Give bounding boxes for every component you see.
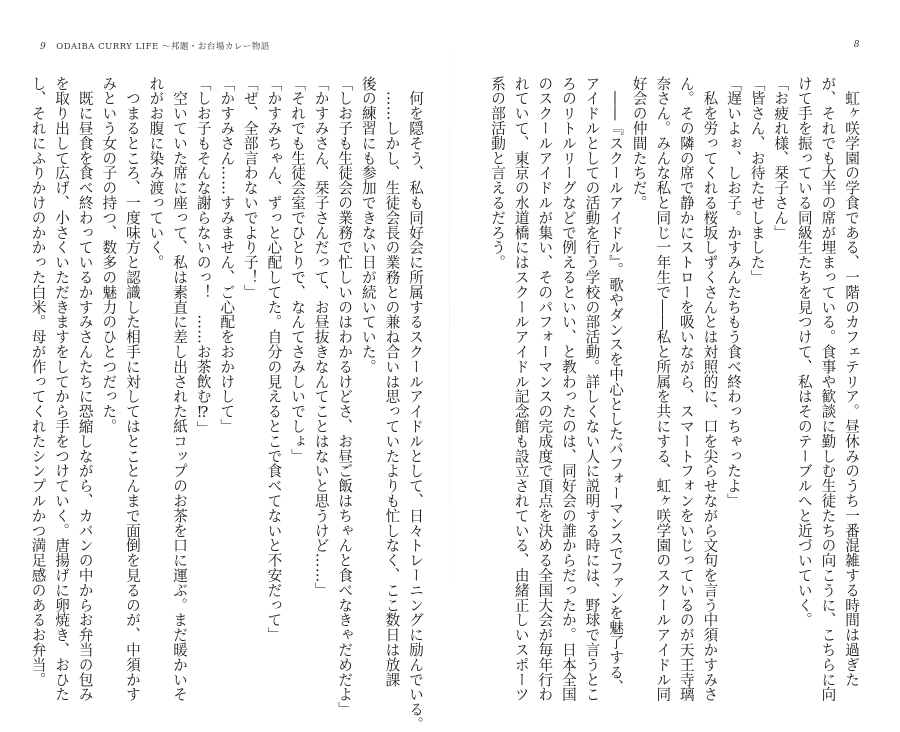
text-line: 「しお子も生徒会の業務で忙しいのはわかるけどさ、お昼ご飯はちゃんと食べなきゃだめだよ」 [336,76,354,717]
left-page-number: 9 [40,42,47,52]
text-line: 「遅いよぉ、しお子。かすみんたちもう食べ終わっちゃったよ」 [725,76,743,509]
text-line: 「かすみさん……すみません、ご心配をおかけして」 [218,76,236,434]
text-line: が、それでも大半の席が埋まっている。食事や歓談に勤しむ生徒たちの向こうに、こちらに向 [819,76,837,702]
text-line: 後の練習にも参加できない日が続いていた。 [359,76,377,374]
text-line: つまるところ、一度味方と認識した相手に対してはとことんまで面倒を見るのが、中須かす [123,76,141,702]
text-line: 空いていた席に座って、私は素直に差し出された紙コップのお茶を口に運ぶ。まだ暖かいそ [171,76,189,702]
left-page-text [29,76,427,732]
text-line: し、それにふりかけのかかった白米。母が作ってくれたシンプルかつ満足感のあるお弁当。 [29,76,47,687]
text-line: 奈さん。みんな私と同じ一年生で――私と所属を共にする、虹ヶ咲学園のスクールアイドル同 [654,76,672,702]
text-line: 虹ヶ咲学園の学食である、一階のカフェテリア。昼休みのうち一番混雑する時間は過ぎた [843,76,860,687]
text-line: けて手を振っている同級生たちを見つけて、私はそのテーブルへと近づいていく。 [795,76,813,628]
text-line: ――『スクールアイドル』。歌やダンスを中心としたパフォーマンスでファンを魅了する、 [607,76,625,695]
text-line: 「しお子もそんな謝らないのっ！ ……お茶飲む⁉」 [194,76,212,436]
text-line: 「皆さん、お待たせしました」 [748,76,766,285]
text-line: れがお腹に染み渡っていく。 [147,76,165,270]
text-line: 「かすみさん、栞子さんだって、お昼抜きなんてことはないと思うけど……」 [312,76,330,598]
text-line: ろのリトルリーグなどで例えるといい、と教わったのは、同好会の誰からだったか。日本全国 [559,76,577,702]
text-line: ……しかし、生徒会長の業務との兼ね合いは思っていたよりも忙しなく、ここ数日は放課 [383,76,401,687]
text-line: 系の部活動と言えるだろう。 [489,76,507,270]
text-line: 既に昼食を食べ終わっているかすみさんたちに恐縮しながら、カバンの中からお弁当の包み [76,76,94,702]
text-line: のスクールアイドルが集い、そのパフォーマンスの完成度で頂点を決める全国大会が毎年行わ [536,76,554,702]
text-line: みという女の子の持つ、数多の魅力のひとつだった。 [100,76,118,434]
running-title: ODAIBA CURRY LIFE 〜邦題・お台場カレー物語 [56,42,270,52]
text-line: 「お疲れ様、栞子さん」 [772,76,790,240]
text-line: を取り出して広げ、小さくいただきますをしてから手をつけていく。唐揚げに卵焼き、おひた [53,76,71,702]
text-line: ん。その隣の席で静かにストローを吸いながら、スマートフォンをいじっているのが天王寺璃 [677,76,695,702]
text-line: 好会の仲間たちだ。 [630,76,648,211]
left-page-header [40,40,270,52]
text-line: 「ぜ、全部言わないでより子！」 [241,76,259,300]
text-line: 私を労ってくれる桜坂しずくさんとは対照的に、口を尖らせながら文句を言う中須かすみさ [701,76,719,702]
page-gutter [449,20,450,614]
text-line: 何を隠そう、私も同好会に所属するスクールアイドルとして、日々トレーニングに励んでいる。 [407,76,424,732]
right-page-header [854,40,860,50]
text-line: アイドルとしての活動を行う学校の部活動。詳しくない人に説明する時には、野球で言うとこ [583,76,601,702]
text-line: れていて、東京の水道橋にはスクールアイドル記念館も設立されている、由緒正しいスポーツ [512,76,530,702]
text-line: 「それでも生徒会室でひとりで、なんてさみしいでしょ」 [289,76,307,464]
right-page-number: 8 [853,40,860,50]
right-page-text [489,76,863,702]
text-line: 「かすみちゃん、ずっと心配してた。自分の見えるとこで食べてないと不安だって」 [265,76,283,643]
